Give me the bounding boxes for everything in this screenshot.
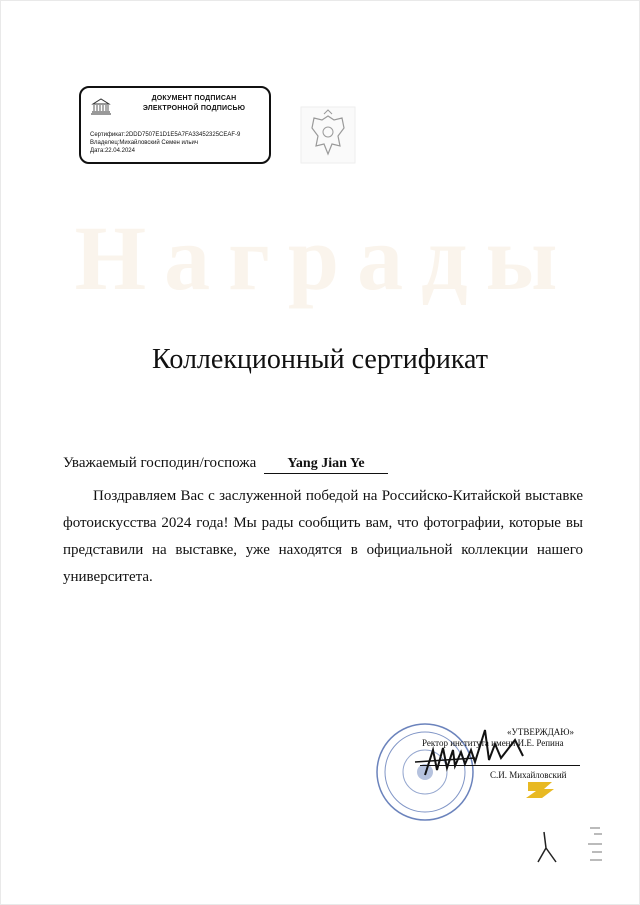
signature-heading-line2: ЭЛЕКТРОННОЙ ПОДПИСЬЮ — [142, 105, 246, 112]
approver-position: Ректор института имени И.Е. Репина — [422, 738, 564, 748]
electronic-signature-box — [79, 86, 271, 164]
certificate-date: Дата:22.04.2024 — [90, 148, 135, 154]
congratulation-paragraph: Поздравляем Вас с заслуженной победой на Российско-Китайской выставке фотоискусства 2024 года! Мы рады сообщить вам, что фотографии, которые вы представили на выставке, уже находятся в официальной коллекции нашего университета. — [63, 488, 583, 585]
greeting — [63, 455, 388, 474]
brand-logo-icon — [522, 780, 560, 800]
building-seal-icon — [89, 96, 113, 116]
corner-mark-icon — [532, 822, 612, 872]
signature-heading-line1: ДОКУМЕНТ ПОДПИСАН — [151, 95, 237, 102]
coat-of-arms-icon — [300, 106, 356, 164]
page-title: Коллекционный сертификат — [152, 344, 488, 375]
certificate-number: Сертификат:2DDD7507E1D1E5A7FA33452325CEAF-9 — [90, 132, 241, 138]
greeting-text: Уважаемый господин/госпожа — [63, 455, 257, 471]
approval-label: «УТВЕРЖДАЮ» — [507, 727, 575, 737]
watermark-text: Награды — [74, 207, 576, 309]
signature-heading — [119, 94, 269, 114]
approver-name: С.И. Михайловский — [490, 770, 567, 780]
recipient-name: Yang Jian Ye — [264, 456, 388, 474]
certificate-owner: Владелец:Михайловский Семен ильич — [90, 140, 198, 146]
